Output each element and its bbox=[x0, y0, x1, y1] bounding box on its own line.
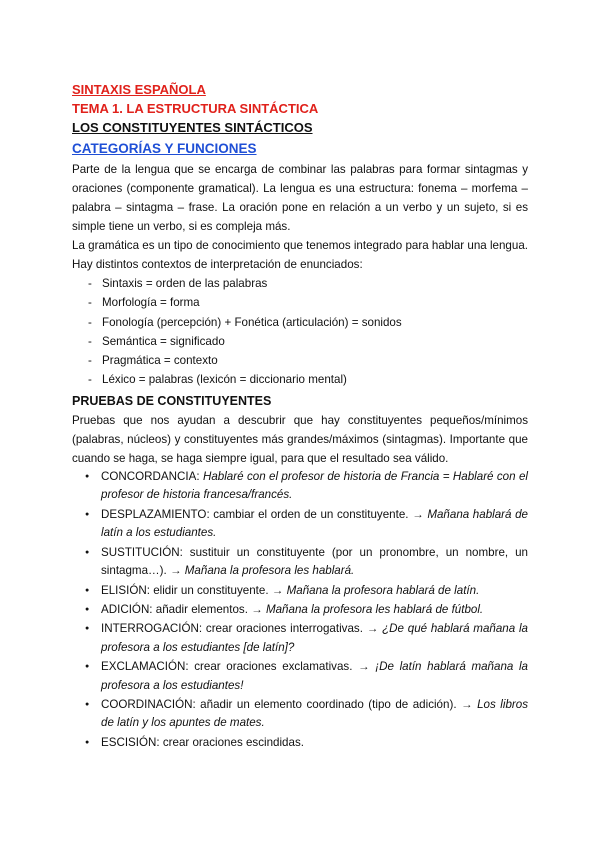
list-item: - Pragmática = contexto bbox=[72, 351, 528, 370]
test-example: Los libros de latín y los apuntes de mates. bbox=[101, 697, 528, 730]
contexts-list bbox=[72, 274, 528, 390]
document-page bbox=[72, 80, 528, 753]
test-example: Mañana la profesora les hablará de fútbol. bbox=[265, 602, 484, 616]
list-item: - Léxico = palabras (lexicón = diccionario mental) bbox=[72, 370, 528, 389]
list-item bbox=[72, 734, 528, 753]
test-label: ADICIÓN: añadir elementos. → bbox=[101, 602, 266, 616]
list-item bbox=[72, 506, 528, 543]
subsection-heading: CATEGORÍAS Y FUNCIONES bbox=[72, 141, 257, 156]
tests-heading: PRUEBAS DE CONSTITUYENTES bbox=[72, 393, 272, 408]
subject-heading: SINTAXIS ESPAÑOLA bbox=[72, 82, 206, 97]
list-item bbox=[72, 601, 528, 620]
list-item bbox=[72, 658, 528, 695]
test-label: ELISIÓN: elidir un constituyente. → bbox=[101, 583, 287, 597]
list-item bbox=[72, 696, 528, 733]
test-example: Hablaré con el profesor de historia de Francia = Hablaré con el profesor de historia francesa/francés. bbox=[101, 469, 528, 502]
test-label: COORDINACIÓN: añadir un elemento coordinado (tipo de adición). → bbox=[101, 697, 478, 711]
test-example: ¡De latín hablará mañana la profesora a los estudiantes! bbox=[101, 659, 528, 692]
test-example: ¿De qué hablará mañana la profesora a los estudiantes [de latín]? bbox=[101, 621, 528, 654]
test-example: Mañana hablará de latín a los estudiantes. bbox=[101, 507, 528, 540]
test-example: Mañana la profesora hablará de latín. bbox=[286, 583, 480, 597]
tests-list bbox=[72, 468, 528, 753]
section-heading: LOS CONSTITUYENTES SINTÁCTICOS bbox=[72, 120, 313, 135]
test-label: EXCLAMACIÓN: crear oraciones exclamativas. → bbox=[101, 659, 376, 673]
list-item bbox=[72, 620, 528, 657]
grammar-paragraph: La gramática es un tipo de conocimiento que tenemos integrado para hablar una lengua. Hay distintos contextos de interpretación de enunciados: bbox=[72, 239, 528, 271]
unit-heading: TEMA 1. LA ESTRUCTURA SINTÁCTICA bbox=[72, 101, 319, 116]
list-item bbox=[72, 544, 528, 581]
tests-intro-paragraph: Pruebas que nos ayudan a descubrir que hay constituyentes pequeños/mínimos (palabras, núcleos) y constituyentes más grandes/máximos (sintagmas). Importante que cuando se haga, se haga siempre igual, para que el resultado sea válido. bbox=[72, 413, 528, 465]
list-item: - Fonología (percepción) + Fonética (articulación) = sonidos bbox=[72, 313, 528, 332]
test-label: INTERROGACIÓN: crear oraciones interrogativas. → bbox=[101, 621, 383, 635]
test-label: ESCISIÓN: crear oraciones escindidas. bbox=[101, 735, 304, 749]
list-item: - Semántica = significado bbox=[72, 332, 528, 351]
test-label: DESPLAZAMIENTO: cambiar el orden de un constituyente. → bbox=[101, 507, 428, 521]
test-example: Mañana la profesora les hablará. bbox=[184, 564, 355, 578]
test-label: SUSTITUCIÓN: sustituir un constituyente (por un pronombre, un nombre, un sintagma…). → bbox=[101, 545, 528, 578]
list-item: - Sintaxis = orden de las palabras bbox=[72, 274, 528, 293]
test-label: CONCORDANCIA: bbox=[101, 469, 203, 483]
list-item: - Morfología = forma bbox=[72, 293, 528, 312]
intro-paragraph: Parte de la lengua que se encarga de combinar las palabras para formar sintagmas y oraciones (componente gramatical). La lengua es una estructura: fonema – morfema – palabra – sintagma – frase. La oración pone en relación a un verbo y un sujeto, si es simple tiene un verbo, si es compleja más. bbox=[72, 163, 528, 233]
list-item bbox=[72, 582, 528, 601]
list-item bbox=[72, 468, 528, 505]
